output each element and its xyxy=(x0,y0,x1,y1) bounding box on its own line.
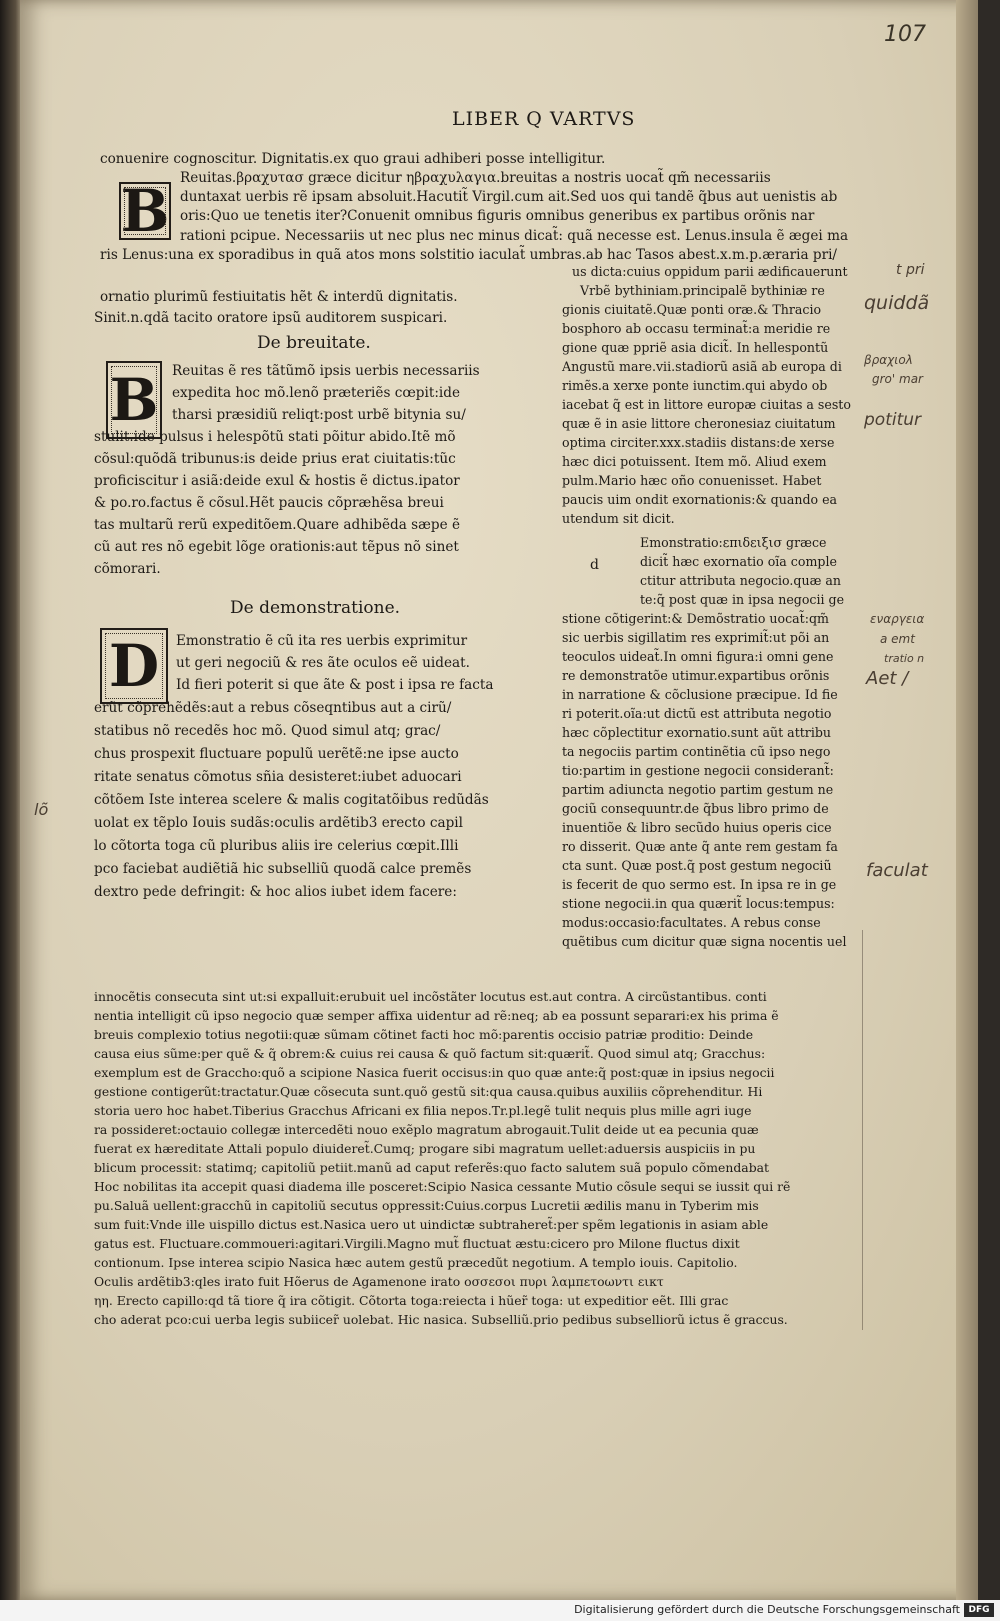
left-line-b7: & po.ro.factus ẽ cõsul.Hẽt paucis cõpræhẽsa breui xyxy=(94,495,444,511)
left-line-c4: erũt cõprehẽdẽs:aut a rebus cõseqntibus aut a cirũ/ xyxy=(94,700,452,716)
bottom-line-1: innocẽtis consecuta sint ut:si expalluit:erubuit uel incõstãter locutus est.aut contra. A circũstantibus. conti xyxy=(94,989,767,1004)
right-line-b17: ro disserit. Quæ ante q̃ ante rem gestam fa xyxy=(562,839,838,854)
right-line-b13: tio:partim in gestione negocii considerant̃: xyxy=(562,763,834,778)
bottom-line-4: causa eius sũme:per quẽ & q̃ obrem:& cuius rei causa & quõ factum sit:quærit̃. Quod simul atq; Gracchus: xyxy=(94,1046,766,1061)
right-line-b1: Emonstratio:επιδειξισ græce xyxy=(640,535,827,550)
right-line-a6: Angustũ mare.vii.stadiorũ asiã ab europa di xyxy=(562,359,842,374)
initial-b-top: B xyxy=(120,177,170,245)
bottom-line-3: breuis complexio totius negotii:quæ sũmam cõtinet facti hoc mõ:parentis occisio patriæ proditio: Deinde xyxy=(94,1027,754,1042)
right-line-a8: iacebat q̃ est in littore europæ ciuitas a sesto xyxy=(562,397,851,412)
right-line-b4: te:q̃ post quæ in ipsa negocii ge xyxy=(640,592,845,607)
left-line-b4: stulit.ide pulsus i helespõtũ stati põitur abido.Itẽ mõ xyxy=(94,429,456,445)
top-line-5: rationi pcipue. Necessariis ut nec plus nec minus dicat̃: quã necesse est. Lenus.insula ẽ ægei ma xyxy=(180,228,849,244)
top-line-1: conuenire cognoscitur. Dignitatis.ex quo graui adhiberi posse intelligitur. xyxy=(100,151,606,167)
marginal-note-gro-mar: gro' mar xyxy=(872,372,923,386)
margin-rule xyxy=(862,930,863,1330)
left-line-b1: Reuitas ẽ res tãtũmõ ipsis uerbis necessariis xyxy=(172,363,480,379)
right-line-a4: bosphoro ab occasu terminat̃:a meridie re xyxy=(562,321,831,336)
left-line-c7: ritate senatus cõmotus sñia desisteret:iubet aduocari xyxy=(94,769,462,785)
initial-b: B xyxy=(106,361,162,439)
right-line-a2: Vrbẽ bythiniam.principalẽ bythiniæ re xyxy=(580,283,825,298)
marginal-letter-d: d xyxy=(590,557,599,573)
right-line-b18: cta sunt. Quæ post.q̃ post gestum negociũ xyxy=(562,858,832,873)
left-line-c8: cõtõem Iste interea scelere & malis cogitatõibus redũdãs xyxy=(94,792,489,808)
dfg-logo: DFG xyxy=(964,1603,994,1617)
right-line-a10: optima circiter.xxx.stadiis distans:de xerse xyxy=(562,435,835,450)
right-line-b3: ctitur attributa negocio.quæ an xyxy=(640,573,842,588)
marginal-note-potitur: potitur xyxy=(864,410,922,430)
left-line-b2: expedita hoc mõ.lenõ præteriẽs cœpit:ide xyxy=(172,385,460,401)
right-line-b6: sic uerbis sigillatim res exprimit̃:ut põi an xyxy=(562,630,830,645)
left-line-c9: uolat ex tẽplo Iouis sudãs:oculis ardẽtib3 erecto capil xyxy=(94,815,463,831)
marginal-note-aet: Aet / xyxy=(866,668,909,689)
right-line-a3: gionis ciuitatẽ.Quæ ponti oræ.& Thracio xyxy=(562,302,822,317)
bottom-line-6: gestione contigerũt:tractatur.Quæ cõsecuta sunt.quõ gestũ sit:qua causa.quibus auxiliis cõprehenditur. Hi xyxy=(94,1084,763,1099)
running-head: LIBER Q VARTVS xyxy=(452,108,636,130)
bottom-line-2: nentia intelligit cũ ipso negocio quæ semper affixa uidentur ad rẽ:neq; ab ea possunt separari:ex his prima ẽ xyxy=(94,1008,779,1023)
right-line-b5: stione cõtigerint:& Demõstratio uocat̃:qm̃ xyxy=(562,611,829,626)
bottom-line-13: sum fuit:Vnde ille uispillo dictus est.Nasica uero ut uindictæ subtraheret̃:per spẽm legationis in asiam able xyxy=(94,1217,769,1232)
marginal-note-a-emt: a emt xyxy=(880,632,915,646)
marginal-note-faculat: faculat xyxy=(866,860,928,881)
bottom-line-11: Hoc nobilitas ita accepit quasi diadema ille posceret:Scipio Nasica cessante Mutio cõsule sequi se iussit qui rẽ xyxy=(94,1179,791,1194)
right-line-a9: quæ ẽ in asie littore cheronesiaz ciuitatum xyxy=(562,416,836,431)
left-line-c2: ut geri negociũ & res ãte oculos eẽ uideat. xyxy=(176,655,470,671)
right-line-b14: partim adiuncta negotio partim gestum ne xyxy=(562,782,834,797)
right-line-a13: paucis uim ondit exornationis:& quando ea xyxy=(562,492,838,507)
left-line-a1: ornatio plurimũ festiuitatis hẽt & interdũ dignitatis. xyxy=(100,289,458,305)
marginal-note-quidda: quiddã xyxy=(864,292,930,314)
top-line-3: duntaxat uerbis rẽ ipsam absoluit.Hacutit̃ Virgil.cum ait.Sed uos qui tandẽ q̃bus aut uenistis ab xyxy=(180,189,838,205)
right-line-b12: ta negociis partim continẽtia cũ ipso nego xyxy=(562,744,831,759)
bottom-line-5: exemplum est de Graccho:quõ a scipione Nasica fuerit occisus:in quo quæ ante:q̃ post:quæ in ipsius negocii xyxy=(94,1065,775,1080)
left-line-b3: tharsi præsidiũ reliqt:post urbẽ bitynia su/ xyxy=(172,407,466,423)
right-line-b21: modus:occasio:facultates. A rebus conse xyxy=(562,915,821,930)
marginal-note-left-cross: lõ xyxy=(34,800,49,819)
right-line-a1: us dicta:cuius oppidum parii ædificauerunt xyxy=(572,264,848,279)
right-line-a11: hæc dici potuissent. Item mõ. Aliud exem xyxy=(562,454,827,469)
marginal-note-energeia: εναργεια xyxy=(870,612,925,626)
right-line-a5: gione quæ ppriẽ asia dicit̃. In hellespontũ xyxy=(562,340,829,355)
right-line-b2: dicit̃ hæc exornatio oĩa comple xyxy=(640,554,837,569)
right-line-b22: quẽtibus cum dicitur quæ signa nocentis uel xyxy=(562,934,847,949)
right-line-a12: pulm.Mario hæc oño conuenisset. Habet xyxy=(562,473,822,488)
right-line-b9: in narratione & cõclusione præcipue. Id fie xyxy=(562,687,838,702)
bottom-line-10: blicum processit: statimq; capitoliũ petiit.manũ ad caput referẽs:quo facto salutem suã populo cõmendabat xyxy=(94,1160,769,1175)
initial-d: D xyxy=(100,628,168,704)
right-line-b7: teoculos uideat̃.In omni figura:i omni gene xyxy=(562,649,834,664)
bottom-line-14: gatus est. Fluctuare.commoueri:agitari.Virgili.Magno mut̃ fluctuat æstu:cicero pro Milone fluctus dixit xyxy=(94,1236,740,1251)
left-line-b8: tas multarũ rerũ expeditõem.Quare adhibẽda sæpe ẽ xyxy=(94,517,461,533)
heading-de-demonstratione: De demonstratione. xyxy=(230,598,401,618)
right-line-b11: hæc cõplectitur exornatio.sunt aũt attribu xyxy=(562,725,832,740)
left-line-a2: Sinit.n.qdã tacito oratore ipsũ auditorem suspicari. xyxy=(94,310,448,326)
left-line-b10: cõmorari. xyxy=(94,561,161,577)
left-line-b6: proficiscitur i asiã:deide exul & hostis ẽ dictus.ipator xyxy=(94,473,460,489)
left-line-c6: chus prospexit fluctuare populũ uerẽtẽ:ne ipse aucto xyxy=(94,746,459,762)
right-line-b10: ri poterit.oĩa:ut dictũ est attributa negotio xyxy=(562,706,832,721)
bottom-line-17: ηη. Erecto capillo:qd tã tiore q̃ ira cõtigit. Cõtorta toga:reiecta i hũer̃ toga: ut expeditior eẽt. Illi grac xyxy=(94,1293,729,1308)
digitization-footer xyxy=(0,1600,1000,1621)
left-line-c12: dextro pede defringit: & hoc alios iubet idem facere: xyxy=(94,884,457,900)
right-line-b16: inuentiõe & libro secũdo huius operis cice xyxy=(562,820,832,835)
left-line-b9: cũ aut res nõ egebit lõge orationis:aut tẽpus nõ sinet xyxy=(94,539,459,555)
bottom-line-16: Oculis ardẽtib3:qles irato fuit Hõerus de Agamenone irato οσσεσοι πυρι λαμπετοωντι εικτ xyxy=(94,1274,664,1289)
right-line-a14: utendum sit dicit. xyxy=(562,511,675,526)
bottom-line-12: pu.Saluã uellent:gracchũ in capitoliũ secutus oppressit:Cuius.corpus Lucretii ædilis manu in Tyberim mis xyxy=(94,1198,759,1213)
left-line-c11: pco faciebat audiẽtiã hic subselliũ quodã calce premẽs xyxy=(94,861,472,877)
marginal-note-t-pri: t pri xyxy=(896,262,925,278)
top-line-4: oris:Quo ue tenetis iter?Conuenit omnibus figuris omnibus generibus ex partibus orõnis nar xyxy=(180,208,815,224)
right-line-b8: re demonstratõe utimur.expartibus orõnis xyxy=(562,668,830,683)
left-line-b5: cõsul:quõdã tribunus:is deide prius erat ciuitatis:tũc xyxy=(94,451,456,467)
bottom-line-9: fuerat ex hæreditate Attali populo diuideret̃.Cumq; progare sibi magratum uellet:aduersis auspiciis in pu xyxy=(94,1141,756,1156)
bottom-line-15: contionum. Ipse interea scipio Nasica hæc autem gestũ præcedũt negotium. A templo iouis. Capitolio. xyxy=(94,1255,738,1270)
right-line-b19: is fecerit de quo sermo est. In ipsa re in ge xyxy=(562,877,837,892)
folio-number: 107 xyxy=(884,22,926,47)
bottom-line-8: ra possideret:octauio collegæ intercedẽti nouo exẽplo magratum abrogauit.Tulit deide ut ea pecunia quæ xyxy=(94,1122,759,1137)
bottom-line-18: cho aderat pco:cui uerba legis subiicer̃ uolebat. Hic nasica. Subselliũ.prio pedibus subselliorũ ictus ẽ graccus. xyxy=(94,1312,788,1327)
top-line-6: ris Lenus:una ex sporadibus in quã atos mons solstitio iaculat̃ umbras.ab hac Tasos abest.x.m.p.æraria pri/ xyxy=(100,247,838,263)
left-line-c10: lo cõtorta toga cũ pluribus aliis ire celerius cœpit.Illi xyxy=(94,838,459,854)
bottom-line-7: storia uero hoc habet.Tiberius Gracchus Africani ex filia nepos.Tr.pl.legẽ tulit nequis plus mille agri iuge xyxy=(94,1103,752,1118)
heading-de-breuitate: De breuitate. xyxy=(257,333,371,353)
page-edge xyxy=(956,0,978,1600)
footer-credit: Digitalisierung gefördert durch die Deutsche Forschungsgemeinschaft xyxy=(574,1603,960,1616)
marginal-note-brachiol: βραχιολ xyxy=(864,353,913,367)
left-line-c1: Emonstratio ẽ cũ ita res uerbis exprimitur xyxy=(176,633,468,649)
top-line-2: Reuitas.βραχυτασ græce dicitur ηβραχυλαγια.breuitas a nostris uocat̃ qm̃ necessariis xyxy=(180,170,771,186)
left-line-c3: Id fieri poterit si que ãte & post i ipsa re facta xyxy=(176,677,494,693)
right-line-a7: rimẽs.a xerxe ponte iunctim.qui abydo ob xyxy=(562,378,828,393)
right-line-b20: stione negocii.in qua quærit̃ locus:tempus: xyxy=(562,896,835,911)
left-line-c5: statibus nõ recedẽs hoc mõ. Quod simul atq; grac/ xyxy=(94,723,441,739)
right-line-b15: gociũ consequuntr.de q̃bus libro primo de xyxy=(562,801,829,816)
marginal-note-tratio: tratio n xyxy=(884,652,925,665)
